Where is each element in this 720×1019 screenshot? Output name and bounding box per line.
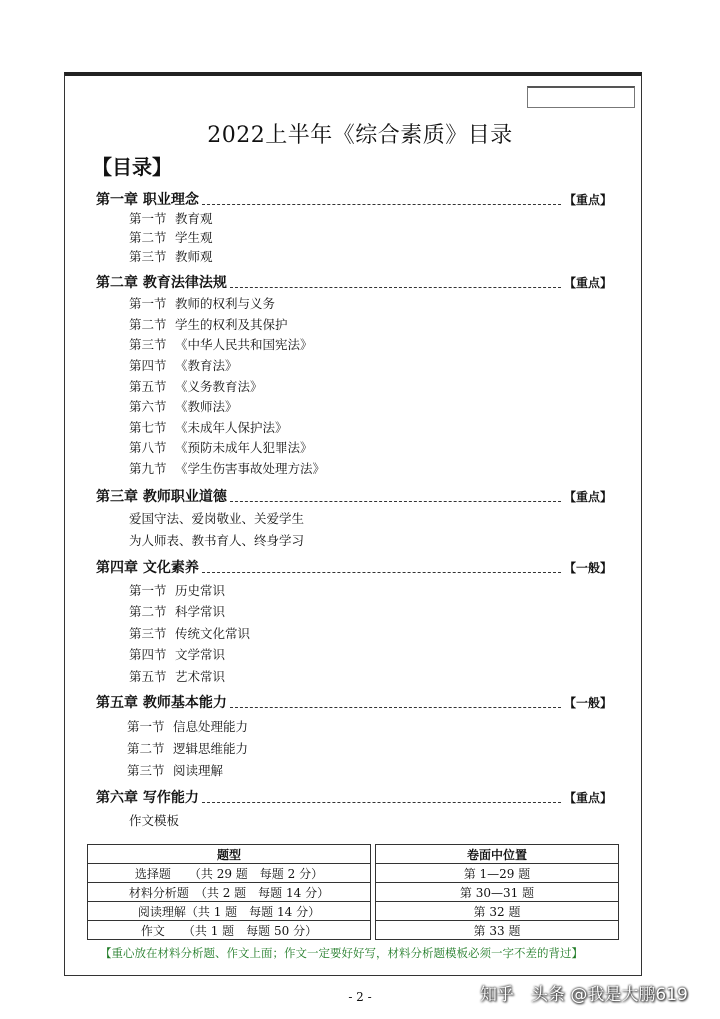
- section-item: 第三节 阅读理解: [127, 763, 224, 778]
- section-item: 第五节 《义务教育法》: [129, 379, 263, 394]
- chapter-title: 第三章 教师职业道德: [96, 489, 227, 505]
- chapter-title: 第六章 写作能力: [96, 790, 199, 806]
- section-item: 第二节 学生的权利及其保护: [129, 317, 288, 332]
- chapter-title: 第五章 教师基本能力: [96, 695, 227, 711]
- chapter-6: [96, 788, 612, 806]
- text-line: 爱国守法、爱岗敬业、关爱学生: [129, 511, 305, 526]
- text-line: 作文模板: [129, 813, 180, 828]
- page-number: - 2 -: [348, 990, 372, 1004]
- leader-dots: [230, 287, 561, 288]
- leader-dots: [202, 802, 561, 803]
- section-item: 第七节 《未成年人保护法》: [129, 420, 288, 435]
- table-header: 题型: [88, 845, 371, 864]
- chapter-title: 第四章 文化素养: [96, 560, 199, 576]
- table-cell: 第 30—31 题: [376, 883, 619, 902]
- section-item: 第九节 《学生伤害事故处理方法》: [129, 461, 326, 476]
- chapter-3: [96, 487, 612, 505]
- section-item: 第三节 《中华人民共和国宪法》: [129, 337, 313, 352]
- chapter-tag: 【重点】: [563, 790, 612, 805]
- chapter-tag: 【一般】: [563, 560, 612, 575]
- table-row: [88, 883, 619, 902]
- section-item: 第二节 科学常识: [129, 604, 226, 619]
- header-box: [527, 86, 635, 108]
- chapter-tag: 【重点】: [563, 275, 612, 290]
- table-header: 卷面中位置: [376, 845, 619, 864]
- table-header-row: [88, 845, 619, 864]
- chapter-tag: 【一般】: [563, 695, 612, 710]
- table-cell: 阅读理解（共 1 题 每题 14 分）: [88, 902, 371, 921]
- section-item: 第四节 《教育法》: [129, 358, 238, 373]
- table-cell: 作文 （共 1 题 每题 50 分）: [88, 921, 371, 940]
- leader-dots: [230, 707, 561, 708]
- section-item: 第一节 教师的权利与义务: [129, 296, 276, 311]
- section-item: 第三节 教师观: [129, 249, 213, 264]
- section-item: 第四节 文学常识: [129, 647, 226, 662]
- section-item: 第三节 传统文化常识: [129, 626, 251, 641]
- section-item: 第六节 《教师法》: [129, 399, 238, 414]
- chapter-tag: 【重点】: [563, 489, 612, 504]
- section-item: 第五节 艺术常识: [129, 669, 226, 684]
- text-line: 为人师表、教书育人、终身学习: [129, 533, 305, 548]
- table-cell: 第 32 题: [376, 902, 619, 921]
- table-cell: 第 1—29 题: [376, 864, 619, 883]
- section-item: 第一节 历史常识: [129, 583, 226, 598]
- section-item: 第二节 逻辑思维能力: [127, 741, 249, 756]
- section-item: 第八节 《预防未成年人犯罪法》: [129, 440, 313, 455]
- section-item: 第二节 学生观: [129, 230, 213, 245]
- table-row: [88, 921, 619, 940]
- question-type-table: [87, 844, 619, 940]
- chapter-4: [96, 558, 612, 576]
- chapter-5: [96, 693, 612, 711]
- section-item: 第一节 教育观: [129, 211, 213, 226]
- chapter-tag: 【重点】: [563, 192, 612, 207]
- leader-dots: [230, 501, 561, 502]
- chapter-title: 第二章 教育法律法规: [96, 275, 227, 291]
- document-title: 2022上半年《综合素质》目录: [207, 123, 513, 148]
- watermark: 知乎 头条 @我是大鹏619: [480, 985, 688, 1005]
- chapter-title: 第一章 职业理念: [96, 192, 199, 208]
- section-item: 第一节 信息处理能力: [127, 719, 249, 734]
- leader-dots: [202, 204, 561, 205]
- chapter-1: [96, 190, 612, 208]
- table-cell: 材料分析题 （共 2 题 每题 14 分）: [88, 883, 371, 902]
- table-row: [88, 902, 619, 921]
- table-cell: 选择题 （共 29 题 每题 2 分）: [88, 864, 371, 883]
- table-cell: 第 33 题: [376, 921, 619, 940]
- table-row: [88, 864, 619, 883]
- toc-heading: 【目录】: [92, 155, 172, 179]
- chapter-2: [96, 273, 612, 291]
- leader-dots: [202, 572, 561, 573]
- study-note: 【重心放在材料分析题、作文上面；作文一定要好好写，材料分析题模板必须一字不差的背过】: [100, 946, 583, 960]
